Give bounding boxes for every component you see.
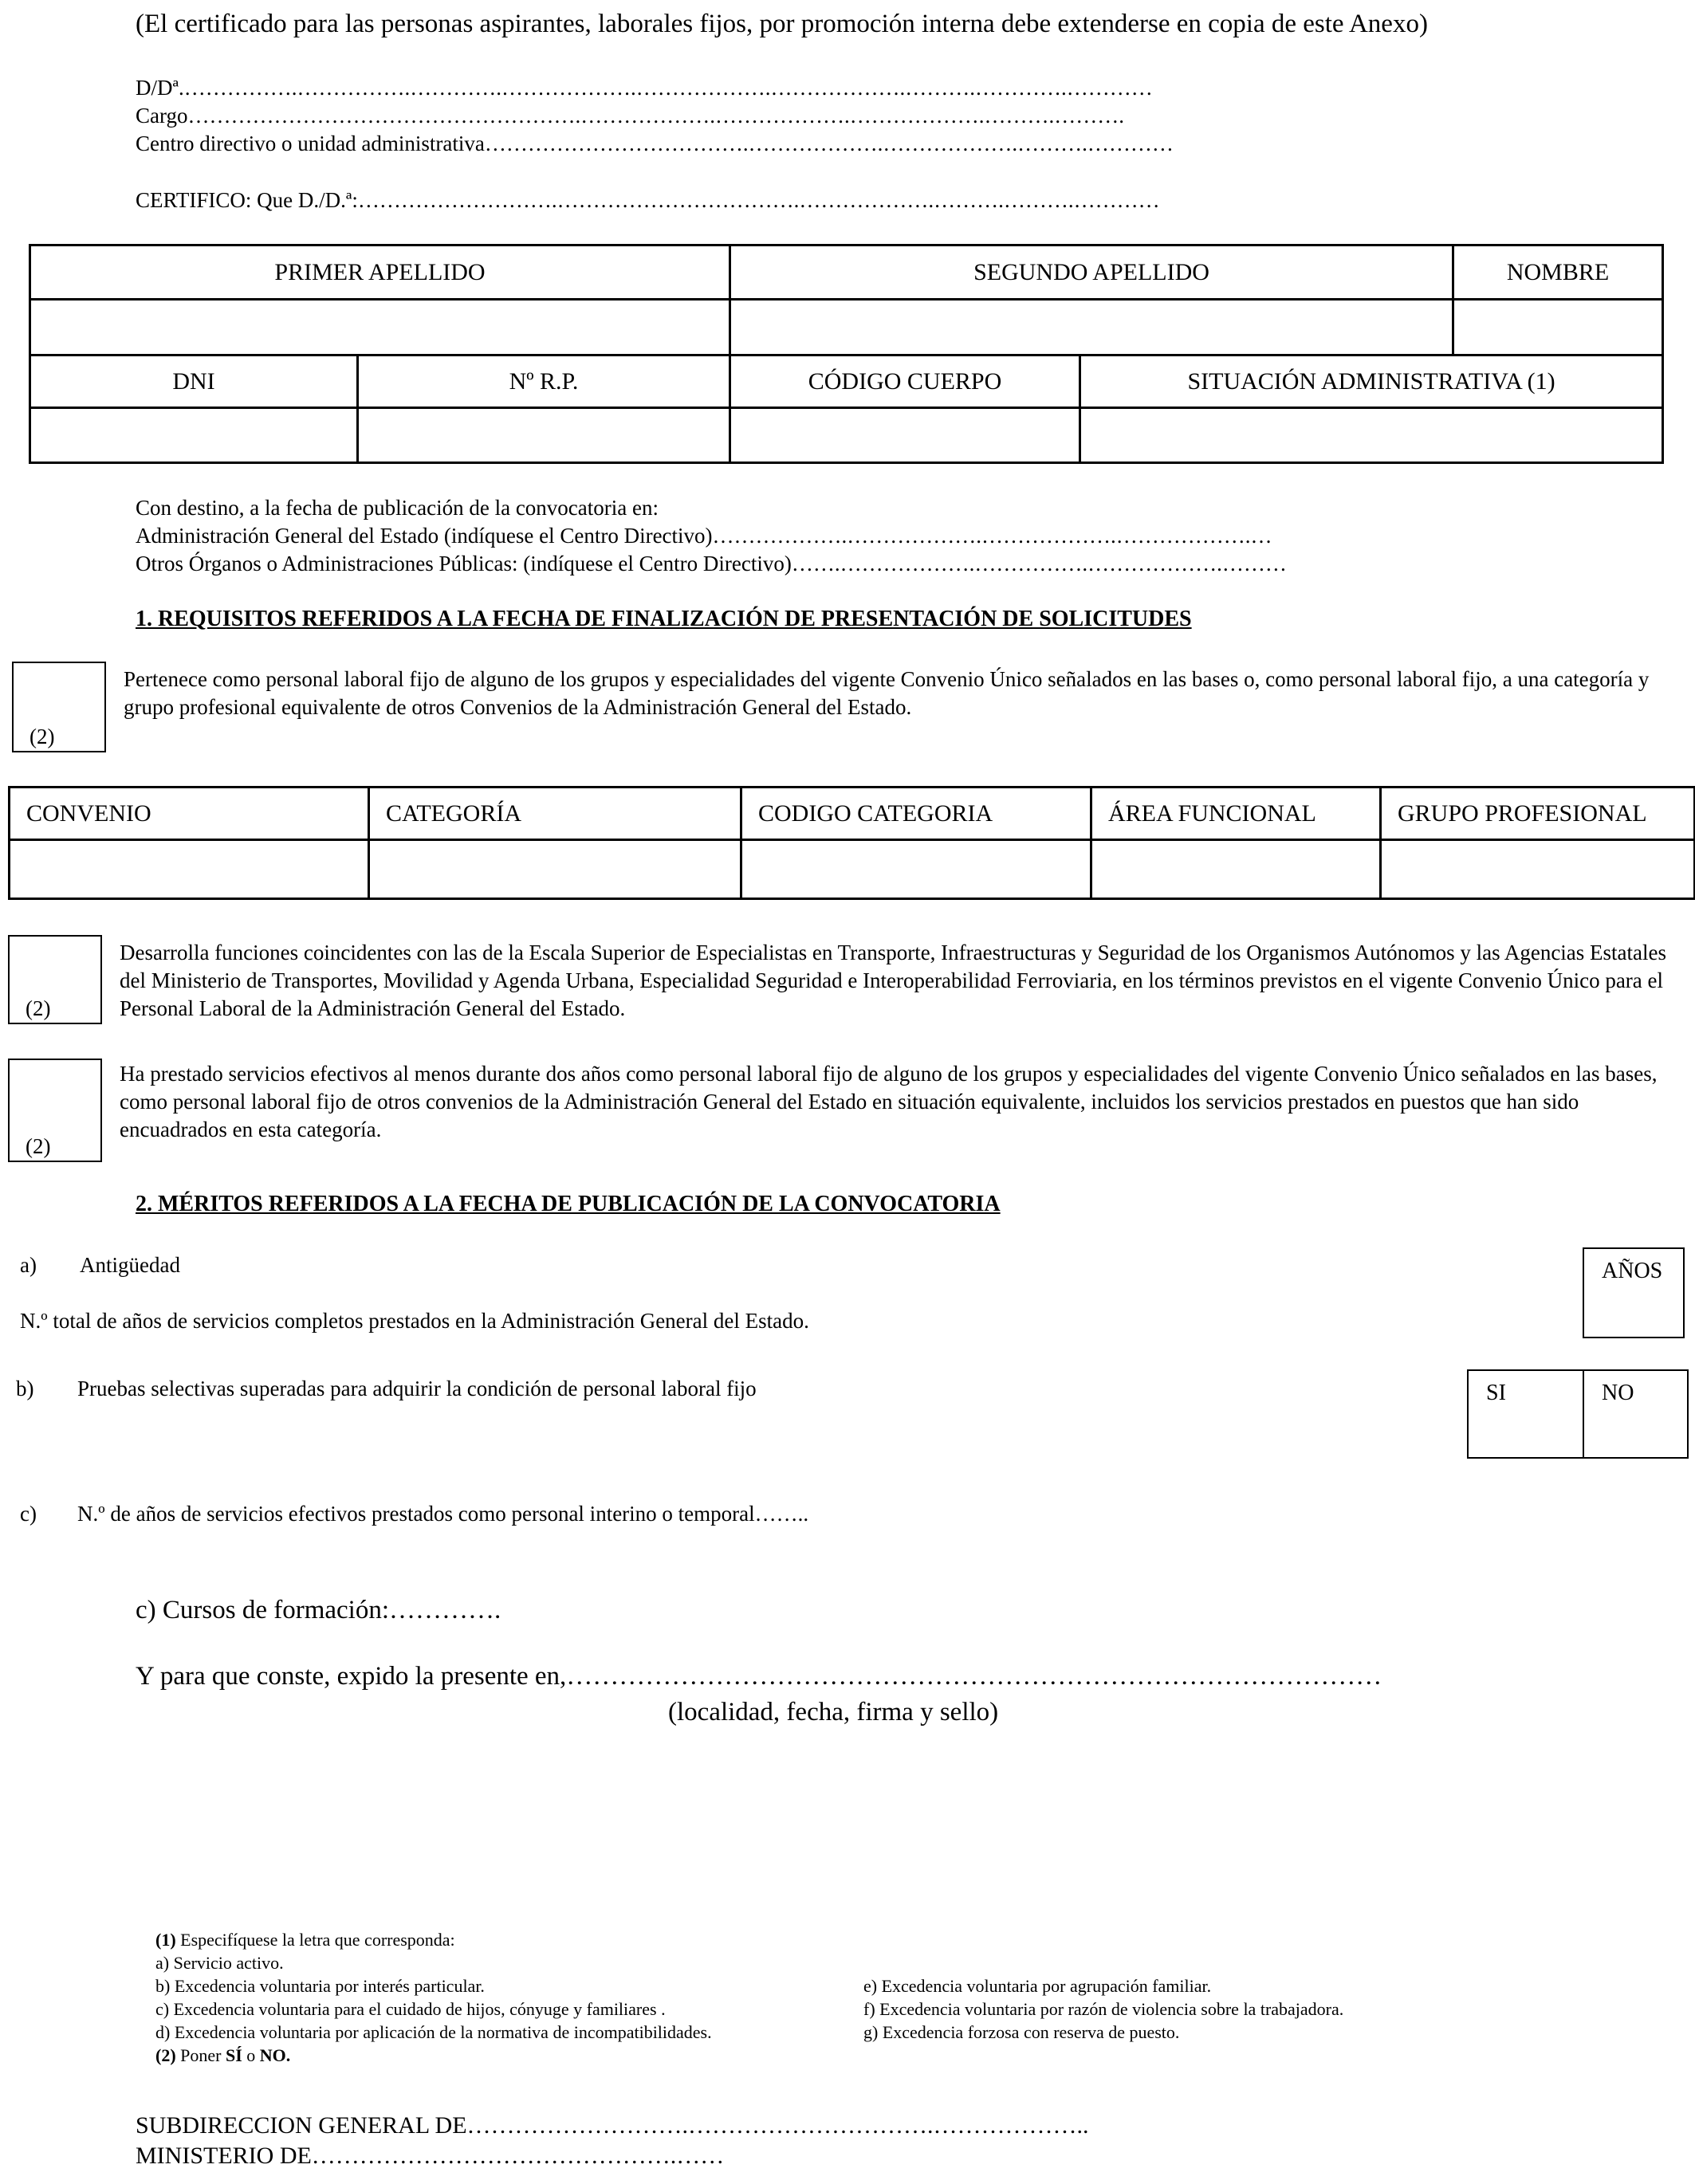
footnote1-num: (1) [155, 1930, 176, 1950]
certifico-line[interactable]: CERTIFICO: Que D./D.ª:……………………….…………………………….……………….……….……….………… [136, 188, 1160, 212]
footnote2-si: SÍ [225, 2045, 242, 2065]
field-segundo-apellido[interactable] [730, 300, 1453, 355]
field-codigo-categoria[interactable] [741, 840, 1091, 899]
field-grupo-profesional[interactable] [1381, 840, 1695, 899]
footnote-c: c) Excedencia voluntaria para el cuidado de hijos, cónyuge y familiares . [155, 1999, 666, 2019]
footnote-f: f) Excedencia voluntaria por razón de violencia sobre la trabajadora. [863, 1999, 1344, 2019]
merit-a-letter: a) [20, 1253, 37, 1277]
no-label: NO [1602, 1381, 1634, 1405]
field-codigo-cuerpo[interactable] [730, 408, 1080, 463]
header-segundo-apellido: SEGUNDO APELLIDO [730, 246, 1453, 300]
ministerio-line[interactable]: MINISTERIO DE……………………………………….…… [136, 2143, 725, 2169]
requirement1-mark: (2) [29, 725, 55, 748]
destino-otros-line[interactable]: Otros Órganos o Administraciones Públicas: (indíquese el Centro Directivo)…….……………….…………….……………….……… [136, 552, 1287, 575]
requirement2-checkbox[interactable] [8, 935, 102, 1024]
section2-title: 2. MÉRITOS REFERIDOS A LA FECHA DE PUBLICACIÓN DE LA CONVOCATORIA [136, 1192, 1001, 1216]
header-nombre: NOMBRE [1453, 246, 1663, 300]
certifier-name-line[interactable]: D/Dª.…………….…………….………….……………….……………….……………….……….………….………… [136, 76, 1153, 100]
footnote1-intro [155, 1928, 455, 1951]
cursos-line[interactable]: c) Cursos de formación:…………. [136, 1596, 501, 1624]
field-area-funcional[interactable] [1091, 840, 1381, 899]
footnote-e: e) Excedencia voluntaria por agrupación familiar. [863, 1976, 1212, 1996]
no-box[interactable] [1583, 1369, 1689, 1459]
field-primer-apellido[interactable] [30, 300, 730, 355]
destino-age-line[interactable]: Administración General del Estado (indíquese el Centro Directivo)……………….……………….……………….……………….… [136, 524, 1272, 548]
header-codigo-cuerpo: CÓDIGO CUERPO [730, 355, 1080, 408]
header-primer-apellido: PRIMER APELLIDO [30, 246, 730, 300]
firma-line: (localidad, fecha, firma y sello) [668, 1698, 999, 1726]
header-area-funcional: ÁREA FUNCIONAL [1091, 788, 1381, 840]
requirement3-checkbox[interactable] [8, 1059, 102, 1162]
convenio-table [8, 786, 1695, 900]
field-categoria[interactable] [369, 840, 741, 899]
si-label: SI [1486, 1381, 1506, 1405]
requirement1-text: Pertenece como personal laboral fijo de alguno de los grupos y especialidades del vigente Convenio Único señalados en las bases o, como personal laboral fijo, a una categoría y grupo profesional equivalente de otros Convenios de la Administración General del Estado. [124, 667, 1650, 719]
header-categoria: CATEGORÍA [369, 788, 741, 840]
field-nombre[interactable] [1453, 300, 1663, 355]
si-box[interactable] [1467, 1369, 1584, 1459]
footnote-b: b) Excedencia voluntaria por interés particular. [155, 1976, 485, 1996]
requirement3-text: Ha prestado servicios efectivos al menos durante dos años como personal laboral fijo de alguno de los grupos y especialidades del vigente Convenio Único señalados en las bases, como personal laboral fijo de otros convenios de la Administración General del Estado en situación equivalente, incluidos los servicios prestados en puestos que han sido encuadrados en esta categoría. [120, 1062, 1658, 1141]
requirement1-checkbox[interactable] [12, 662, 106, 752]
footnote2 [155, 2044, 290, 2067]
personal-data-table [29, 244, 1664, 464]
footnote2-mid: o [246, 2045, 256, 2065]
merit-a-label: Antigüedad [80, 1253, 180, 1277]
subdireccion-line[interactable]: SUBDIRECCION GENERAL DE……………………….………………………….……………….. [136, 2112, 1089, 2139]
destino-intro: Con destino, a la fecha de publicación de la convocatoria en: [136, 496, 659, 520]
section1-title: 1. REQUISITOS REFERIDOS A LA FECHA DE FINALIZACIÓN DE PRESENTACIÓN DE SOLICITUDES [136, 607, 1192, 631]
merit-c-label[interactable]: N.º de años de servicios efectivos prestados como personal interino o temporal…….. [77, 1502, 809, 1526]
merit-c-letter: c) [20, 1502, 37, 1526]
footnote-a: a) Servicio activo. [155, 1953, 284, 1973]
expido-line[interactable]: Y para que conste, expido la presente en,………………………………………………………………………………… [136, 1662, 1382, 1691]
header-note: (El certificado para las personas aspirantes, laborales fijos, por promoción interna debe extenderse en copia de este Anexo) [136, 10, 1428, 38]
requirement3-mark: (2) [26, 1134, 51, 1158]
header-codigo-categoria: CODIGO CATEGORIA [741, 788, 1091, 840]
anos-label: AÑOS [1602, 1259, 1663, 1283]
field-nrp[interactable] [358, 408, 730, 463]
field-dni[interactable] [30, 408, 358, 463]
requirement2-text: Desarrolla funciones coincidentes con las de la Escala Superior de Especialistas en Transporte, Infraestructuras y Seguridad de los Organismos Autónomos y las Agencias Estatales del Ministerio de Transportes, Movilidad y Agenda Urbana, Especialidad Seguridad e Interoperabilidad Ferroviaria, en los términos previstos en el vigente Convenio Único para el Personal Laboral de la Administración General del Estado. [120, 941, 1667, 1020]
requirement2-mark: (2) [26, 996, 51, 1020]
footnote-g: g) Excedencia forzosa con reserva de puesto. [863, 2022, 1180, 2042]
header-situacion-administrativa: SITUACIÓN ADMINISTRATIVA (1) [1080, 355, 1663, 408]
header-grupo-profesional: GRUPO PROFESIONAL [1381, 788, 1695, 840]
header-dni: DNI [30, 355, 358, 408]
footnote1-text: Especifíquese la letra que corresponda: [180, 1930, 455, 1950]
certifier-cargo-line[interactable]: Cargo……………………………………………….……………….……………….……………….……….………. [136, 104, 1124, 128]
header-nrp: Nº R.P. [358, 355, 730, 408]
anos-box[interactable] [1583, 1247, 1685, 1338]
merit-a-detail: N.º total de años de servicios completos prestados en la Administración General del Estado. [20, 1309, 809, 1333]
field-convenio[interactable] [10, 840, 369, 899]
merit-b-label: Pruebas selectivas superadas para adquirir la condición de personal laboral fijo [77, 1377, 757, 1400]
merit-b-letter: b) [16, 1377, 34, 1400]
field-situacion-administrativa[interactable] [1080, 408, 1663, 463]
footnote2-no: NO. [259, 2045, 291, 2065]
certifier-centro-line[interactable]: Centro directivo o unidad administrativa……………………………….……………….……………….……….………… [136, 132, 1174, 155]
footnote-d: d) Excedencia voluntaria por aplicación de la normativa de incompatibilidades. [155, 2022, 712, 2042]
footnote2-num: (2) [155, 2045, 176, 2065]
footnote2-pre: Poner [180, 2045, 222, 2065]
header-convenio: CONVENIO [10, 788, 369, 840]
